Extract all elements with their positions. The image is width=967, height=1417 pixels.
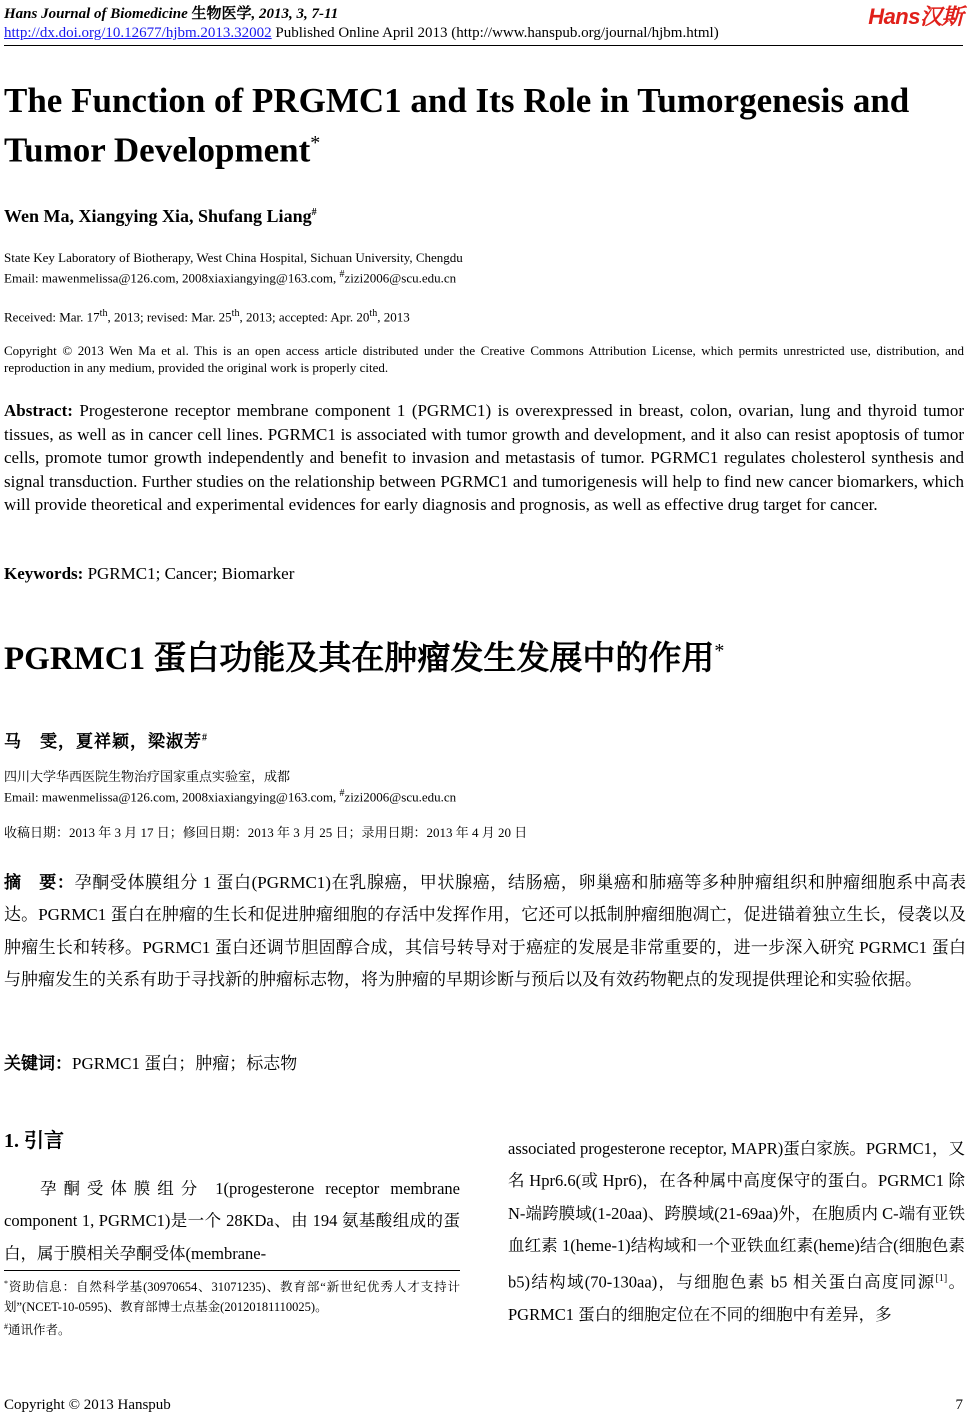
footnotes — [4, 1274, 460, 1340]
title-cn-mark: * — [714, 640, 725, 662]
abstract-cn-label: 摘 要： — [4, 873, 75, 892]
footer-copyright: Copyright © 2013 Hanspub — [4, 1397, 171, 1413]
hans-logo: Hans汉斯 — [868, 4, 963, 29]
footnote-corresponding: #通讯作者。 — [4, 1322, 71, 1338]
abstract-label: Abstract: — [4, 401, 73, 420]
dates-cn: 收稿日期：2013 年 3 月 17 日；修回日期：2013 年 3 月 25 日；录用日期：2013 年 4 月 20 日 — [4, 825, 528, 840]
keywords-cn-label: 关键词： — [4, 1054, 72, 1073]
email-mark-cn: # — [339, 788, 345, 799]
keywords-en-text: PGRMC1; Cancer; Biomarker — [87, 564, 295, 583]
footnote-funding: *资助信息：自然科学基(30970654、31071235)、教育部“新世纪优秀人才支持计划”(NCET-10-0595)、教育部博士点基金(20120181110025)。 — [4, 1279, 460, 1315]
author-mark-en: # — [311, 207, 317, 218]
journal-name: Hans Journal of Biomedicine — [4, 6, 188, 22]
email-en: Email: mawenmelissa@126.com, 2008xiaxiangying@163.com, #zizi2006@scu.edu.cn — [4, 269, 457, 286]
authors-en: Wen Ma, Xiangying Xia, Shufang Liang# — [4, 206, 317, 226]
journal-volume: , 2013, 3, 7-11 — [251, 6, 339, 22]
email-cn: Email: mawenmelissa@126.com, 2008xiaxiangying@163.com, #zizi2006@scu.edu.cn — [4, 788, 457, 805]
abstract-cn — [4, 867, 966, 997]
affiliation-cn — [4, 768, 456, 805]
copyright-notice: Copyright © 2013 Wen Ma et al. This is an open access article distributed under the Creative Commons Attribution License, which permits unrestricted use, distribution, and reproduction in any medium, provided the original work is properly cited. — [4, 343, 964, 375]
dates-en: Received: Mar. 17th, 2013; revised: Mar. 25th, 2013; accepted: Apr. 20th, 2013 — [4, 308, 410, 325]
abstract-cn-text: 孕酮受体膜组分 1 蛋白(PGRMC1)在乳腺癌，甲状腺癌，结肠癌，卵巢癌和肺癌等多种肿瘤组织和肿瘤细胞系中高表达。PGRMC1 蛋白在肿瘤的生长和促进肿瘤细胞的存活中发挥作用，它还可以抵制肿瘤细胞凋亡，促进锚着独立生长，侵袭以及肿瘤生长和转移。PGRMC1 蛋白还调节胆固醇合成，其信号转导对于癌症的发展是非常重要的，进一步深入研究 PGRMC1 蛋白与肿瘤发生的关系有助于寻找新的肿瘤标志物，将为肿瘤的早期诊断与预后以及有效药物靶点的发现提供理论和实验依据。 — [4, 873, 966, 990]
title-en-mark: * — [310, 132, 321, 154]
keywords-label: Keywords: — [4, 564, 84, 583]
abstract-en — [4, 399, 964, 517]
doi-link[interactable]: http://dx.doi.org/10.12677/hjbm.2013.32002 — [4, 25, 272, 41]
keywords-cn — [4, 1049, 297, 1074]
title-en: The Function of PRGMC1 and Its Role in Tumorgenesis and Tumor Development* — [4, 81, 910, 170]
authors-cn: 马 雯，夏祥颖，梁淑芳# — [4, 732, 208, 751]
header-rule — [4, 45, 963, 46]
published-online: Published Online April 2013 (http://www.hanspub.org/journal/hjbm.html) — [275, 25, 719, 41]
section-heading: 1. 引言 — [4, 1130, 64, 1152]
affiliation-cn-text: 四川大学华西医院生物治疗国家重点实验室，成都 — [4, 769, 291, 784]
body-left-column: 孕酮受体膜组分 1(progesterone receptor membrane component 1, PGRMC1)是一个 28KDa、由 194 氨基酸组成的蛋白，属于膜相关孕酮受体(membrane- — [4, 1179, 460, 1263]
abstract-en-text: Progesterone receptor membrane component 1 (PGRMC1) is overexpressed in breast, colon, ovarian, lung and thyroid tumor tissues, as well as in cancer cell lines. PGRMC1 is associated with tumor growth and development, and it also can resist apoptosis of tumor cells, promote tumor growth independently and benefit to invasion and metastasis of tumor. PGRMC1 regulates cholesterol synthesis and signal transduction. Further studies on the relationship between PGRMC1 and tumorigenesis will help to find new cancer biomarkers, which will provide theoretical and experimental evidences for early diagnosis and prognosis, as well as effective drug target for cancer. — [4, 401, 964, 515]
keywords-en — [4, 564, 294, 584]
journal-header — [4, 2, 338, 23]
citation-ref[interactable]: [1] — [935, 1272, 948, 1284]
footnote-rule — [4, 1270, 460, 1271]
body-right-column: associated progesterone receptor, MAPR)蛋白家族。PGRMC1，又名 Hpr6.6(或 Hpr6)，在各种属中高度保守的蛋白。PGRMC1 除 N-端跨膜域(1-20aa)、跨膜域(21-69aa)外，在胞质内 C-端有亚铁血红素 1(heme-1)结构域和一个亚铁血红素(heme)结合(细胞色素 b5)结构域(70-130aa)，与细胞色素 b5 相关蛋白高度同源[1]。PGRMC1 蛋白的细胞定位在不同的细胞中有差异，多 — [508, 1139, 965, 1324]
author-mark-cn: # — [202, 732, 208, 744]
keywords-cn-text: PGRMC1 蛋白；肿瘤；标志物 — [72, 1054, 298, 1073]
doi-line — [4, 25, 719, 42]
affiliation-en-text: State Key Laboratory of Biotherapy, West China Hospital, Sichuan University, Chengdu — [4, 250, 463, 265]
journal-name-cn: 生物医学 — [191, 6, 252, 22]
affiliation-en — [4, 249, 463, 286]
title-cn: PGRMC1 蛋白功能及其在肿瘤发生发展中的作用* — [4, 640, 725, 677]
page-number: 7 — [955, 1397, 963, 1413]
email-mark-en: # — [339, 269, 345, 280]
